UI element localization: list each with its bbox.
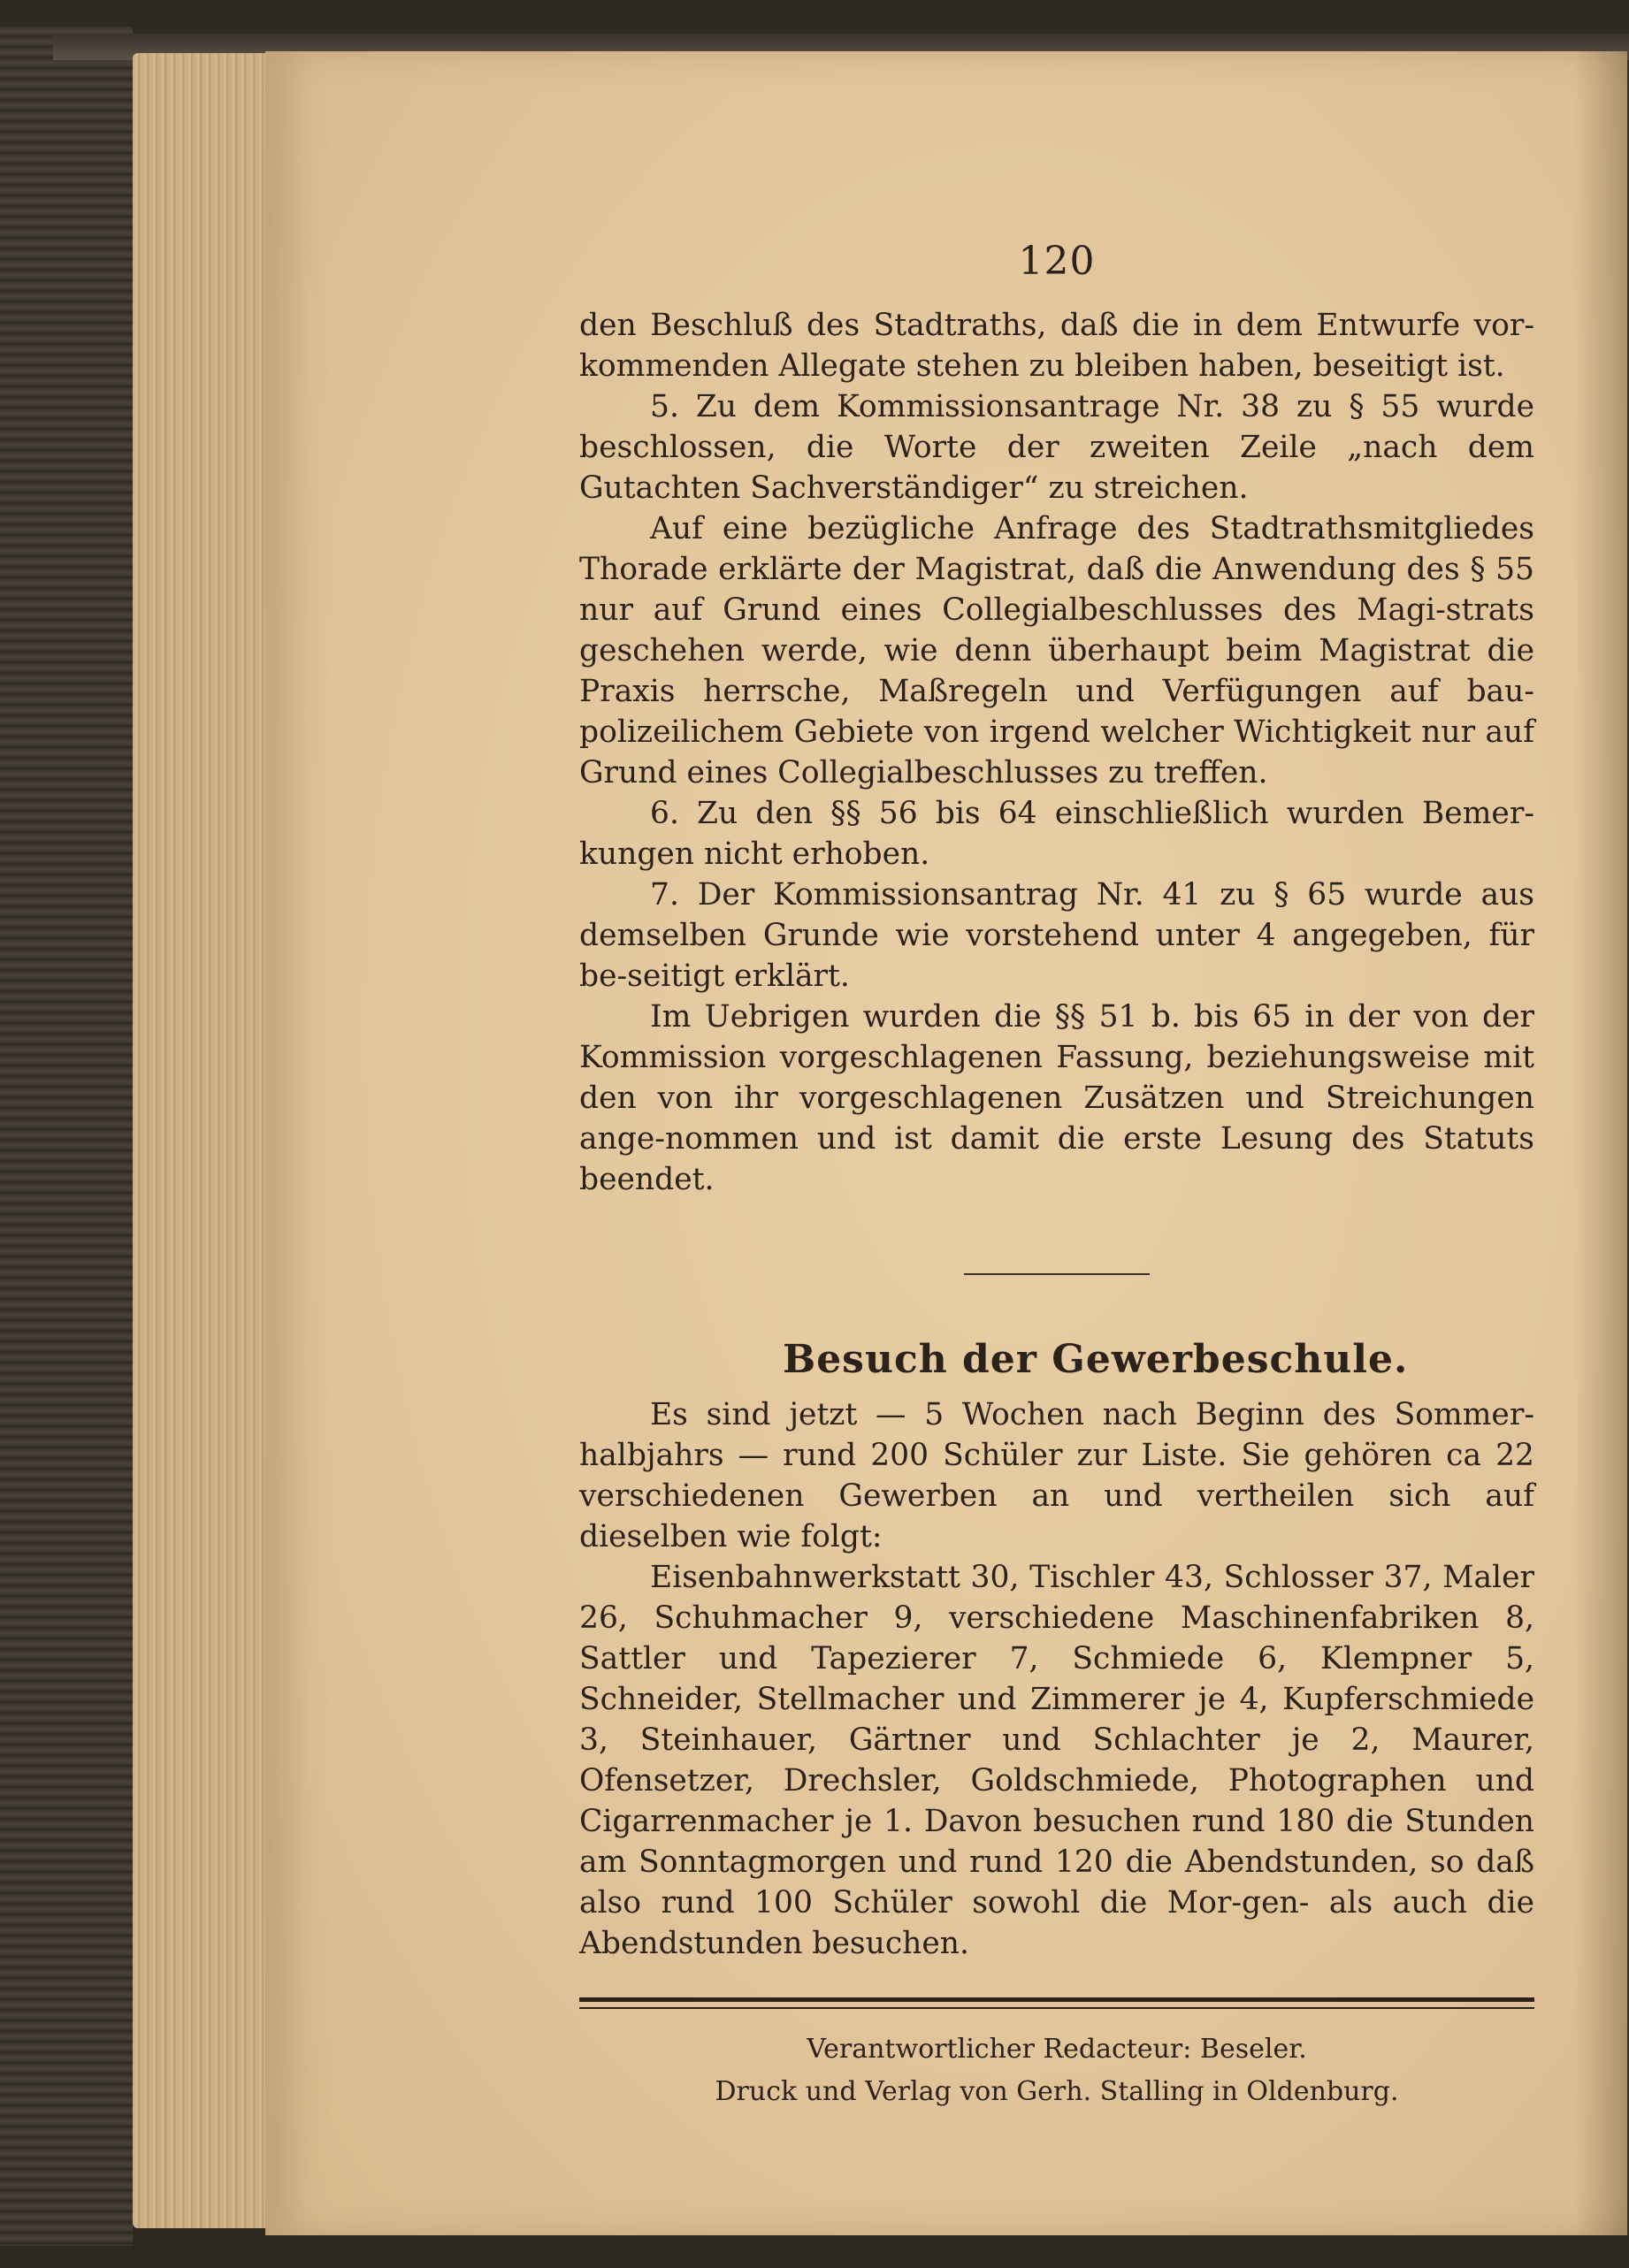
paragraph-2: 5. Zu dem Kommissionsantrage Nr. 38 zu § 55 wurde beschlossen, die Worte der zweiten Zeile „nach dem Gutachten Sachverständiger“ zu streichen. xyxy=(579,389,1534,506)
paragraph-1: den Beschluß des Stadtraths, daß die in dem Entwurfe vor-kommenden Allegate stehen zu bleiben haben, beseitigt ist. xyxy=(579,308,1534,384)
paragraph-5: 7. Der Kommissionsantrag Nr. 41 zu § 65 wurde aus demselben Grunde wie vorstehend unter 4 angegeben, für be-seitigt erklärt. xyxy=(579,877,1534,994)
imprint-editor: Verantwortlicher Redacteur: Beseler. xyxy=(807,2034,1307,2065)
page-content xyxy=(579,239,1534,2113)
book-cover-edge xyxy=(0,27,133,2246)
imprint-printer: Druck und Verlag von Gerh. Stalling in Oldenburg. xyxy=(715,2076,1399,2107)
separator-line xyxy=(964,1273,1150,1275)
section-paragraph-1: Es sind jetzt — 5 Wochen nach Beginn des Sommer-halbjahrs — rund 200 Schüler zur Liste. Sie gehören ca 22 verschiedenen Gewerben an und vertheilen sich auf dieselben wie folgt: xyxy=(579,1397,1534,1554)
section-heading: Besuch der Gewerbeschule. xyxy=(783,1337,1409,1382)
page-right-shadow xyxy=(1574,51,1629,2235)
paragraph-4: 6. Zu den §§ 56 bis 64 einschließlich wurden Bemer-kungen nicht erhoben. xyxy=(579,796,1534,872)
section-paragraph-2: Eisenbahnwerkstatt 30, Tischler 43, Schlosser 37, Maler 26, Schuhmacher 9, verschiedene Maschinenfabriken 8, Sattler und Tapezierer 7, Schmiede 6, Klempner 5, Schneider, Stellmacher und Zimmerer je 4, Kupferschmiede 3, Steinhauer, Gärtner und Schlachter je 2, Maurer, Ofensetzer, Drechsler, Goldschmiede, Photographen und Cigarrenmacher je 1. Davon besuchen rund 180 die Stunden am Sonntagmorgen und rund 120 die Abendstunden, so daß also rund 100 Schüler sowohl die Mor-gen- als auch die Abendstunden besuchen. xyxy=(579,1560,1534,1961)
imprint xyxy=(579,2028,1534,2113)
footer-rule-thin xyxy=(579,2007,1534,2009)
page-number: 120 xyxy=(1018,239,1096,284)
paragraph-6: Im Uebrigen wurden die §§ 51 b. bis 65 in der von der Kommission vorgeschlagenen Fassung, beziehungsweise mit den von ihr vorgeschlagenen Zusätzen und Streichungen ange-nommen und ist damit die erste Lesung des Statuts beendet. xyxy=(579,999,1534,1197)
footer-rule-thick xyxy=(579,1997,1534,2002)
paragraph-3: Auf eine bezügliche Anfrage des Stadtrathsmitgliedes Thorade erklärte der Magistrat, daß die Anwendung des § 55 nur auf Grund eines Collegialbeschlusses des Magi-strats geschehen werde, wie denn überhaupt beim Magistrat die Praxis herrsche, Maßregeln und Verfügungen auf bau-polizeilichem Gebiete von irgend welcher Wichtigkeit nur auf Grund eines Collegialbeschlusses zu treffen. xyxy=(579,511,1534,790)
section-separator xyxy=(579,1262,1534,1279)
